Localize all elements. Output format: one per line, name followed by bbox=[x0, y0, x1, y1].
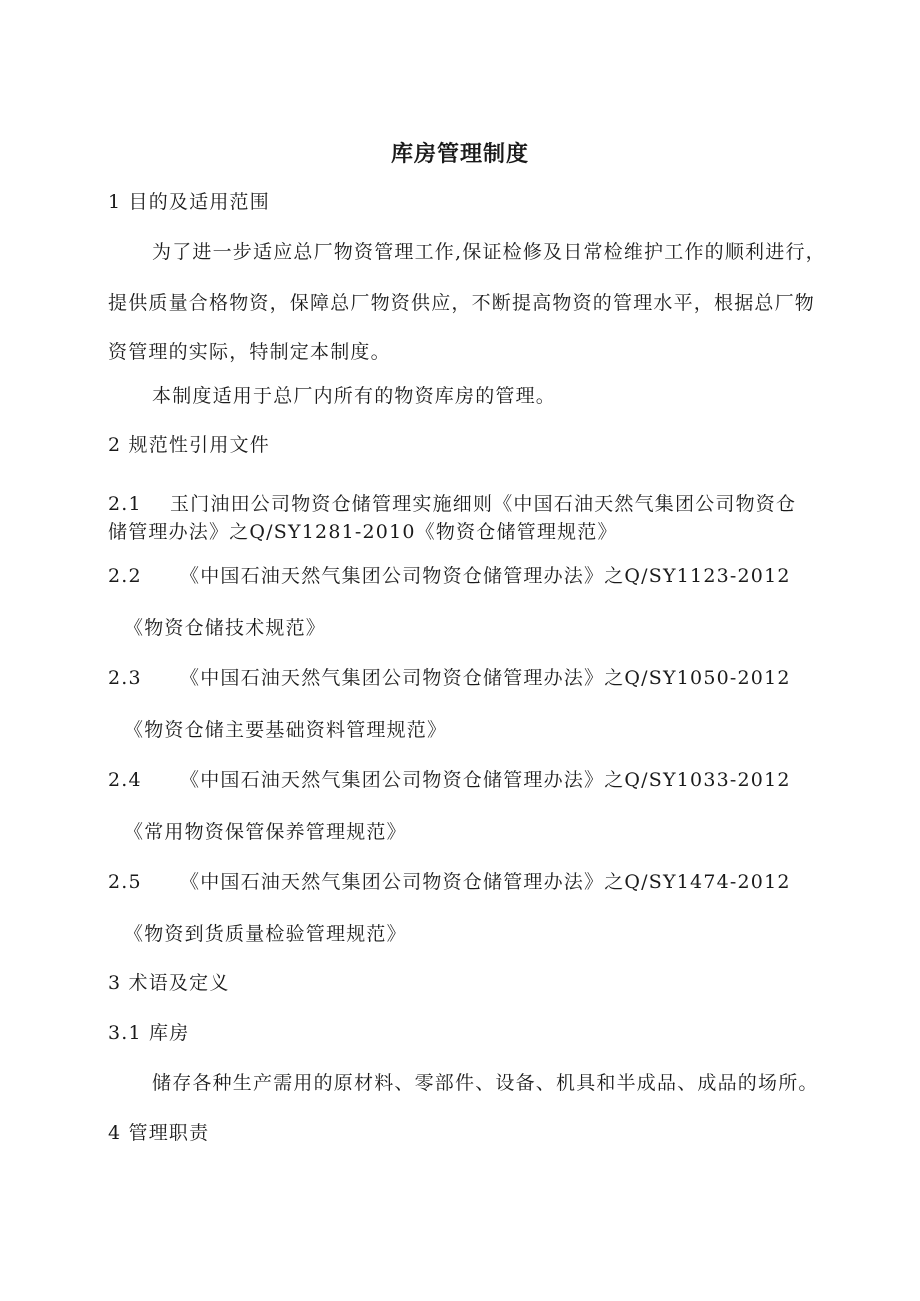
page-title: 库房管理制度 bbox=[390, 142, 529, 167]
reference-item-2-4-line-1 bbox=[108, 768, 791, 792]
reference-item-number: 2.3 bbox=[108, 667, 142, 689]
section-1-para-2: 本制度适用于总厂内所有的物资库房的管理。 bbox=[152, 385, 557, 407]
reference-item-number: 2.5 bbox=[108, 871, 142, 893]
reference-item-2-5-line-2: 《物资到货质量检验管理规范》 bbox=[124, 923, 407, 945]
reference-item-2-2-line-2: 《物资仓储技术规范》 bbox=[124, 617, 327, 639]
reference-item-2-3-line-1 bbox=[108, 666, 791, 690]
reference-item-text: 玉门油田公司物资仓储管理实施细则《中国石油天然气集团公司物资仓 bbox=[170, 493, 797, 515]
reference-item-number: 2.1 bbox=[108, 493, 142, 515]
section-2-heading: 2 规范性引用文件 bbox=[108, 434, 270, 456]
reference-item-number: 2.2 bbox=[108, 565, 142, 587]
reference-item-2-4-line-2: 《常用物资保管保养管理规范》 bbox=[124, 821, 407, 843]
section-3-1-heading: 3.1 库房 bbox=[108, 1022, 190, 1044]
section-3-heading: 3 术语及定义 bbox=[108, 972, 230, 994]
section-1-heading: 1 目的及适用范围 bbox=[108, 191, 270, 213]
section-3-1-definition: 储存各种生产需用的原材料、零部件、设备、机具和半成品、成品的场所。 bbox=[152, 1072, 819, 1094]
reference-item-text: 《中国石油天然气集团公司物资仓储管理办法》之Q/SY1123-2012 bbox=[180, 565, 791, 587]
reference-item-2-1-line-1 bbox=[108, 492, 796, 516]
reference-item-text: 《中国石油天然气集团公司物资仓储管理办法》之Q/SY1050-2012 bbox=[180, 667, 791, 689]
reference-item-text: 《中国石油天然气集团公司物资仓储管理办法》之Q/SY1474-2012 bbox=[180, 871, 791, 893]
reference-item-2-2-line-1 bbox=[108, 564, 791, 588]
reference-item-2-3-line-2: 《物资仓储主要基础资料管理规范》 bbox=[124, 719, 448, 741]
reference-item-number: 2.4 bbox=[108, 769, 142, 791]
section-1-para-1-line-2: 提供质量合格物资，保障总厂物资供应，不断提高物资的管理水平，根据总厂物 bbox=[108, 292, 816, 314]
reference-item-text: 《中国石油天然气集团公司物资仓储管理办法》之Q/SY1033-2012 bbox=[180, 769, 791, 791]
reference-item-2-5-line-1 bbox=[108, 870, 791, 894]
section-1-para-1-line-1: 为了进一步适应总厂物资管理工作,保证检修及日常检维护工作的顺利进行， bbox=[152, 241, 826, 263]
section-1-para-1-line-3: 资管理的实际，特制定本制度。 bbox=[108, 341, 391, 363]
section-4-heading: 4 管理职责 bbox=[108, 1122, 210, 1144]
reference-item-2-1-line-2: 储管理办法》之Q/SY1281-2010《物资仓储管理规范》 bbox=[108, 521, 618, 543]
